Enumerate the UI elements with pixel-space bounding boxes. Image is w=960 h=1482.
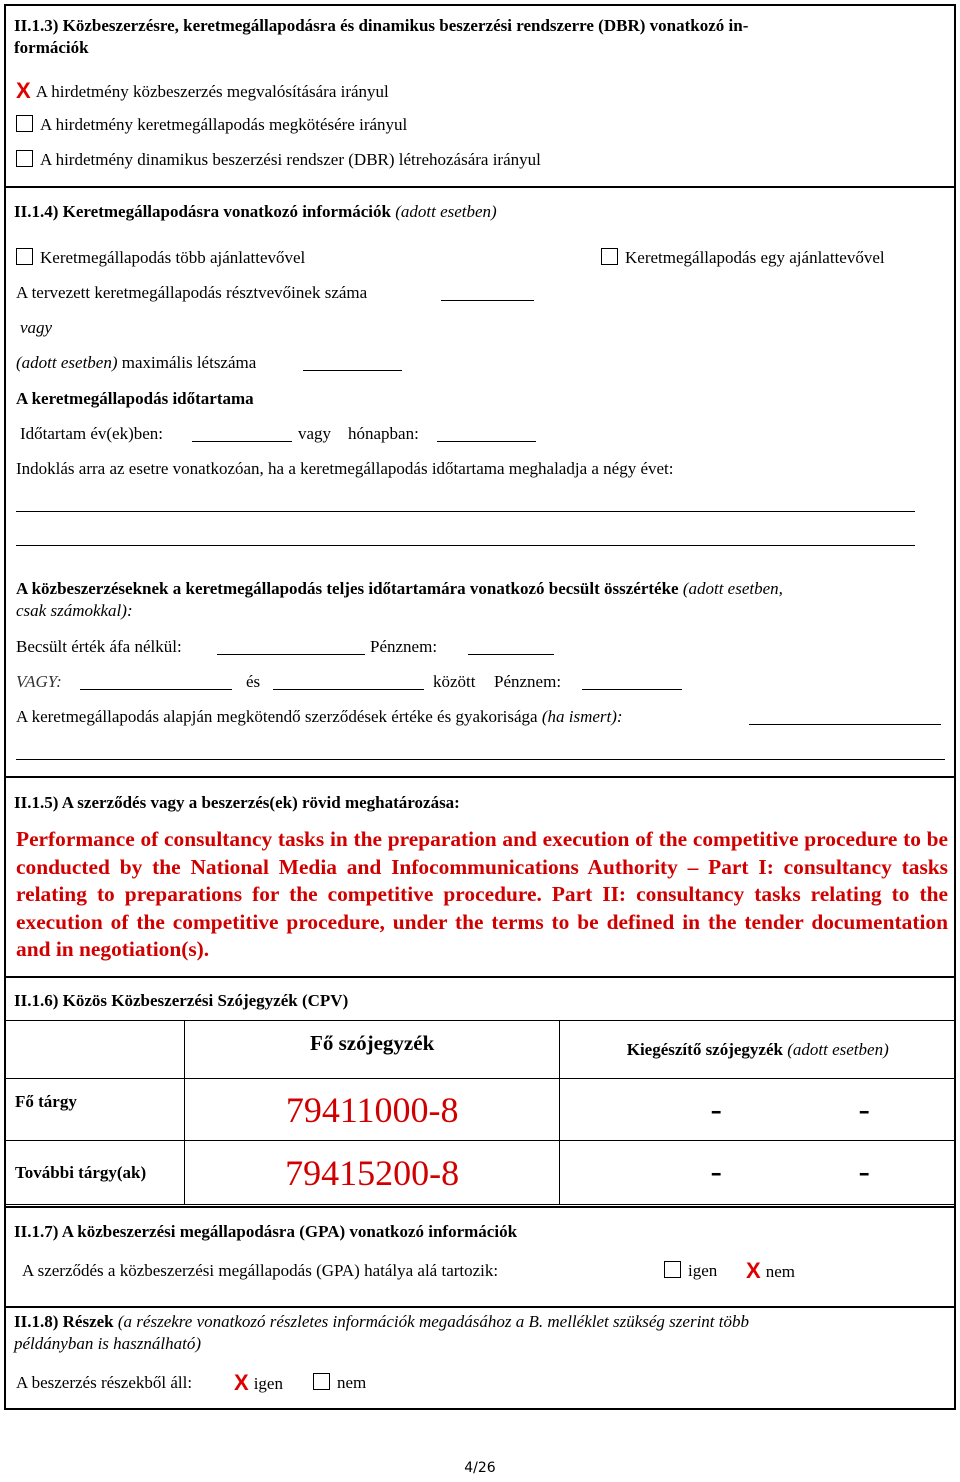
option-label: A hirdetmény dinamikus beszerzési rendszer (DBR) létrehozására irányul xyxy=(40,150,541,169)
duration-years-label: Időtartam év(ek)ben: xyxy=(20,424,164,443)
section-ii-1-7 xyxy=(4,1206,956,1306)
cpv-main-header: Fő szójegyzék xyxy=(184,1021,560,1079)
currency2-label: Pénznem: xyxy=(494,672,562,691)
section-ii-1-4 xyxy=(4,186,956,776)
section-title-cont: formációk xyxy=(14,38,89,57)
currency-label: Pénznem: xyxy=(370,637,438,656)
table-row xyxy=(5,1141,956,1205)
cpv-row-label: További tárgy(ak) xyxy=(5,1141,185,1205)
checkbox-icon[interactable] xyxy=(601,248,618,265)
checkbox-icon[interactable] xyxy=(16,248,33,265)
option-framework-agreement[interactable] xyxy=(16,115,407,135)
max-field[interactable] xyxy=(303,370,402,371)
and-label: és xyxy=(246,672,261,691)
x-mark-icon: X xyxy=(234,1370,249,1395)
section-title-cont: példányban is használható) xyxy=(14,1334,201,1353)
est-value-field[interactable] xyxy=(217,654,365,655)
section-title: II.1.7) A közbeszerzési megállapodásra (GPA) vonatkozó információk xyxy=(14,1222,518,1241)
between-label: között xyxy=(433,672,476,691)
duration-years-field[interactable] xyxy=(192,441,292,442)
gpa-no-option[interactable]: X nem xyxy=(746,1258,795,1283)
section-title: II.1.6) Közös Közbeszerzési Szójegyzék (CPV) xyxy=(14,991,349,1010)
section-title: II.1.3) Közbeszerzésre, keretmegállapodásra és dinamikus beszerzési rendszerre (DBR) vonatkozó in- xyxy=(14,16,749,35)
parts-no-option[interactable]: nem xyxy=(313,1373,366,1393)
justification-line-1[interactable] xyxy=(16,511,915,512)
short-description: Performance of consultancy tasks in the preparation and execution of the competitive procedure to be conducted by the National Media and Infocommunications Authority – Part I: consultancy tasks relating to preparations for the competitive procedure. Part II: consultancy tasks relating to the execution of the competitive procedure, under the terms to be defined in the tender documentation and in negotiation(s). xyxy=(16,827,948,962)
gpa-yes-option[interactable]: igen xyxy=(664,1261,717,1281)
cpv-row-label: Fő tárgy xyxy=(5,1079,185,1141)
checkbox-icon[interactable] xyxy=(313,1373,330,1390)
cpv-supp-codes[interactable]: - - xyxy=(560,1079,956,1141)
x-mark-icon: X xyxy=(746,1258,761,1283)
x-mark-icon: X xyxy=(16,78,31,103)
option-label: A hirdetmény keretmegállapodás megkötésére irányul xyxy=(40,115,408,134)
checkbox-icon[interactable] xyxy=(16,115,33,132)
contracts-label: A keretmegállapodás alapján megkötendő szerződések értéke és gyakorisága (ha ismert): xyxy=(16,707,623,726)
duration-heading: A keretmegállapodás időtartama xyxy=(16,389,254,408)
participants-field[interactable] xyxy=(441,300,534,301)
section-title: II.1.5) A szerződés vagy a beszerzés(ek) rövid meghatározása: xyxy=(14,793,460,812)
option-framework-multi[interactable]: Keretmegállapodás több ajánlattevővel xyxy=(16,248,305,268)
checkbox-icon[interactable] xyxy=(664,1261,681,1278)
contracts-line-2[interactable] xyxy=(16,759,945,760)
max-label: (adott esetben) maximális létszáma xyxy=(16,353,257,372)
duration-months-field[interactable] xyxy=(437,441,536,442)
cpv-main-code[interactable]: 79411000-8 xyxy=(184,1079,560,1141)
cpv-supp-header: Kiegészítő szójegyzék (adott esetben) xyxy=(560,1021,956,1079)
currency2-field[interactable] xyxy=(582,689,682,690)
cpv-supp-codes[interactable]: - - xyxy=(560,1141,956,1205)
section-title: II.1.4) Keretmegállapodásra vonatkozó információk (adott esetben) xyxy=(14,202,497,221)
gpa-question: A szerződés a közbeszerzési megállapodás (GPA) hatálya alá tartozik: xyxy=(22,1261,499,1280)
range-from-field[interactable] xyxy=(80,689,232,690)
currency-field[interactable] xyxy=(468,654,554,655)
cpv-table xyxy=(4,1020,956,1205)
justification-line-2[interactable] xyxy=(16,545,915,546)
option-dps[interactable] xyxy=(16,150,541,170)
contracts-field[interactable] xyxy=(749,724,941,725)
cpv-corner-cell xyxy=(5,1021,185,1079)
table-row xyxy=(5,1079,956,1141)
or-label: vagy xyxy=(20,318,53,337)
option-label: A hirdetmény közbeszerzés megvalósítására irányul xyxy=(35,82,389,101)
est-value-label: Becsült érték áfa nélkül: xyxy=(16,637,182,656)
table-row xyxy=(5,1021,956,1079)
range-to-field[interactable] xyxy=(273,689,424,690)
duration-or-label: vagy xyxy=(298,424,332,443)
option-public-procurement[interactable] xyxy=(16,78,389,103)
cpv-main-code[interactable]: 79415200-8 xyxy=(184,1141,560,1205)
value-heading-cont: csak számokkal): xyxy=(16,601,133,620)
duration-months-label: hónapban: xyxy=(348,424,419,443)
option-framework-single[interactable]: Keretmegállapodás egy ajánlattevővel xyxy=(601,248,885,268)
page-number: 4/26 xyxy=(464,1460,496,1476)
value-heading: A közbeszerzéseknek a keretmegállapodás teljes időtartamára vonatkozó becsült összértéke (adott esetben, xyxy=(16,579,783,598)
participants-label: A tervezett keretmegállapodás résztvevőinek száma xyxy=(16,283,368,302)
justification-label: Indoklás arra az esetre vonatkozóan, ha a keretmegállapodás időtartama meghaladja a négy évet: xyxy=(16,459,674,478)
parts-yes-option[interactable]: X igen xyxy=(234,1370,283,1395)
parts-question: A beszerzés részekből áll: xyxy=(16,1373,193,1392)
section-title: II.1.8) Részek (a részekre vonatkozó részletes információk megadásához a B. melléklet szükség szerint több xyxy=(14,1312,749,1331)
checkbox-icon[interactable] xyxy=(16,150,33,167)
or-caps-label: VAGY: xyxy=(16,672,62,691)
